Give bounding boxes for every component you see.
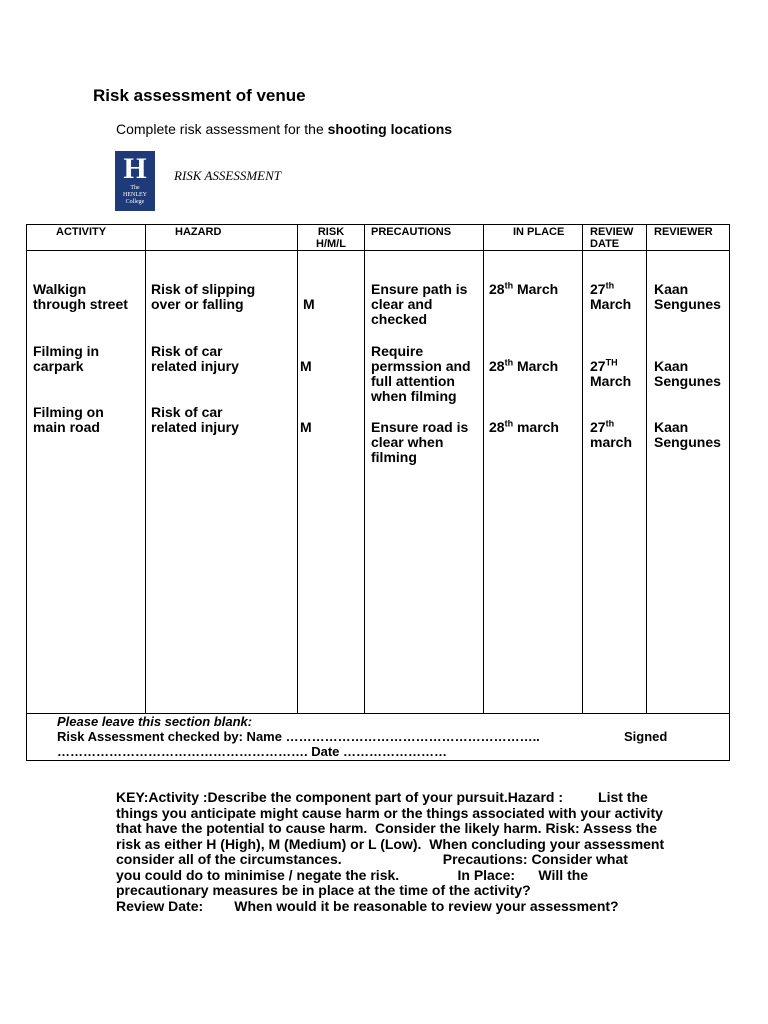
- text-line: when filming: [371, 388, 457, 404]
- row1-precautions: [371, 282, 467, 327]
- day: 27: [590, 281, 606, 297]
- text-line: Sengunes: [654, 373, 721, 389]
- row3-risk: M: [300, 419, 312, 435]
- row1-reviewer: [654, 282, 721, 312]
- column-divider: [582, 225, 583, 714]
- text-line: Kaan: [654, 358, 689, 374]
- day: 28: [489, 419, 505, 435]
- row2-risk: M: [300, 358, 312, 374]
- text-line: Ensure path is: [371, 281, 468, 297]
- text-line: Risk of car: [151, 404, 223, 420]
- subtitle-emphasis: shooting locations: [327, 121, 453, 137]
- header-risk-line2: H/M/L: [316, 238, 346, 250]
- header-hazard: HAZARD: [175, 226, 222, 238]
- day: 27: [590, 358, 606, 374]
- header-risk: [301, 226, 361, 250]
- day: 27: [590, 419, 606, 435]
- key-line: you could do to minimise / negate the risk. In Place: Will the: [116, 866, 589, 883]
- text-line: main road: [33, 419, 100, 435]
- text-line: Kaan: [654, 281, 689, 297]
- logo-letter: H: [123, 152, 147, 185]
- header-reviewer: REVIEWER: [654, 226, 713, 238]
- column-divider: [483, 225, 484, 714]
- row3-in-place: [489, 420, 559, 435]
- row1-in-place: [489, 282, 558, 297]
- text-line: over or falling: [151, 296, 244, 312]
- column-divider: [145, 225, 146, 714]
- row1-review-date: [590, 282, 631, 312]
- month: March: [590, 373, 632, 389]
- risk-table: [26, 224, 730, 761]
- header-divider: [27, 250, 729, 251]
- subtitle: [116, 121, 452, 137]
- header-risk-line1: RISK: [317, 226, 345, 238]
- logo-line-3: College: [125, 199, 145, 205]
- text-line: Filming in: [33, 343, 100, 359]
- row1-activity: [33, 282, 128, 312]
- text-line: Sengunes: [654, 296, 721, 312]
- row3-reviewer: [654, 420, 721, 450]
- row2-review-date: [590, 359, 631, 389]
- page-title: Risk assessment of venue: [93, 86, 306, 105]
- month: March: [590, 296, 632, 312]
- text-line: Risk of car: [151, 343, 223, 359]
- date-line: …………………………………………………. Date ……………………: [57, 744, 448, 759]
- text-line: filming: [371, 449, 417, 465]
- text-line: Sengunes: [654, 434, 721, 450]
- key-line: that have the potential to cause harm. Consider the likely harm. Risk: Assess the: [116, 820, 657, 836]
- ordinal: th: [605, 280, 615, 291]
- row2-in-place: [489, 359, 558, 374]
- header-in-place: IN PLACE: [513, 226, 565, 238]
- text-line: clear and: [371, 296, 433, 312]
- header-review-line1: REVIEW: [590, 226, 634, 238]
- row2-reviewer: [654, 359, 721, 389]
- checked-by-line: Risk Assessment checked by: Name …………………………………………………..: [57, 729, 540, 744]
- row2-hazard: [151, 344, 239, 374]
- ordinal: th: [504, 357, 514, 368]
- key-line: Review Date: When would it be reasonable to review your assessment?: [116, 897, 619, 914]
- text-line: related injury: [151, 358, 239, 374]
- text-line: Require: [371, 343, 424, 359]
- text-line: clear when: [371, 434, 444, 450]
- key-line: precautionary measures be in place at the time of the activity?: [116, 882, 531, 898]
- signed-label: Signed: [624, 729, 668, 744]
- college-logo: [115, 151, 155, 211]
- header-review-date: [590, 226, 633, 250]
- text-line: checked: [371, 311, 428, 327]
- header-review-line2: DATE: [590, 238, 620, 250]
- row2-activity: [33, 344, 99, 374]
- row3-activity: [33, 405, 104, 435]
- header-activity: ACTIVITY: [56, 226, 107, 238]
- logo-line-1: The: [130, 185, 140, 191]
- blank-section-note: Please leave this section blank:: [57, 714, 253, 729]
- text-line: Ensure road is: [371, 419, 469, 435]
- row2-precautions: [371, 344, 471, 404]
- ordinal: TH: [605, 357, 618, 368]
- text-line: through street: [33, 296, 128, 312]
- month: march: [590, 434, 633, 450]
- key-line: consider all of the circumstances. Precautions: Consider what: [116, 851, 628, 867]
- column-divider: [364, 225, 365, 714]
- row3-hazard: [151, 405, 239, 435]
- text-line: Walkign: [33, 281, 87, 297]
- text-line: Risk of slipping: [151, 281, 256, 297]
- logo-caption: RISK ASSESSMENT: [174, 168, 282, 183]
- ordinal: th: [605, 418, 615, 429]
- month: march: [513, 419, 559, 435]
- text-line: full attention: [371, 373, 455, 389]
- row3-precautions: [371, 420, 468, 465]
- day: 28: [489, 281, 505, 297]
- row1-hazard: [151, 282, 255, 312]
- column-divider: [646, 225, 647, 714]
- key-line: KEY:Activity :Describe the component part of your pursuit.Hazard : List the: [116, 789, 648, 805]
- day: 28: [489, 358, 505, 374]
- header-precautions: PRECAUTIONS: [371, 226, 452, 238]
- row1-risk: M: [303, 296, 315, 312]
- text-line: permssion and: [371, 358, 471, 374]
- ordinal: th: [504, 418, 514, 429]
- text-line: Filming on: [33, 404, 104, 420]
- text-line: carpark: [33, 358, 84, 374]
- month: March: [513, 281, 559, 297]
- subtitle-prefix: Complete risk assessment for the: [116, 121, 328, 137]
- key-explanation: [116, 790, 686, 914]
- text-line: related injury: [151, 419, 239, 435]
- text-line: Kaan: [654, 419, 689, 435]
- key-line: things you anticipate might cause harm or the things associated with your activity: [116, 804, 663, 821]
- month: March: [513, 358, 559, 374]
- logo-line-2: HENLEY: [123, 192, 147, 198]
- column-divider: [297, 225, 298, 714]
- row3-review-date: [590, 420, 632, 450]
- key-line: risk as either H (High), M (Medium) or L (Low). When concluding your assessment: [116, 835, 665, 852]
- ordinal: th: [504, 280, 514, 291]
